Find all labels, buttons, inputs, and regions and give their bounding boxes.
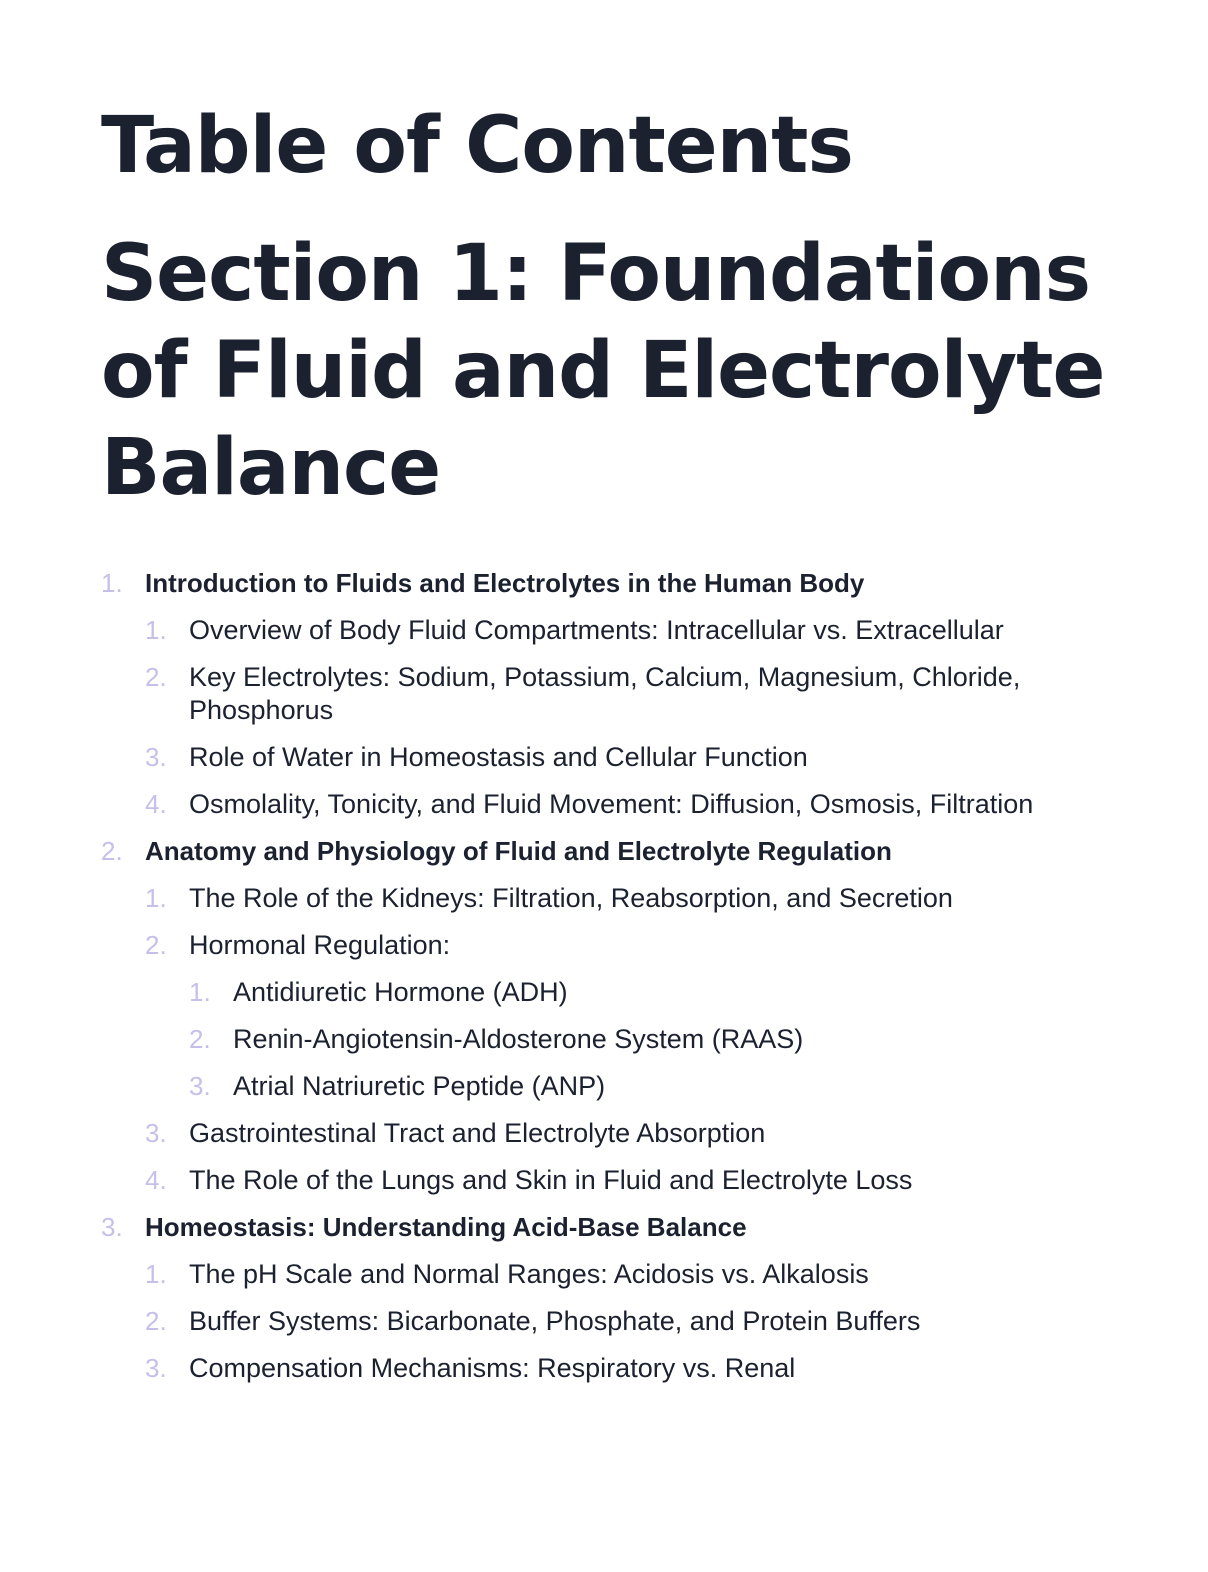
toc-subsubsection[interactable] <box>189 1070 1131 1103</box>
section-title: Section 1: Foundations of Fluid and Electrolyte Balance <box>101 229 1105 513</box>
toc-subsubsection[interactable] <box>189 976 1131 1009</box>
subsection-title[interactable]: Role of Water in Homeostasis and Cellular Function <box>189 742 808 772</box>
subsubsection-number: 3. <box>189 1071 211 1101</box>
subsection-number: 3. <box>145 742 167 772</box>
chapter-title[interactable]: Anatomy and Physiology of Fluid and Electrolyte Regulation <box>145 836 892 866</box>
subsection-title[interactable]: Gastrointestinal Tract and Electrolyte Absorption <box>189 1118 766 1148</box>
subsection-number: 2. <box>145 930 167 960</box>
toc-subsection[interactable] <box>145 1117 1131 1150</box>
subsection-number: 4. <box>145 789 167 819</box>
subsection-number: 4. <box>145 1165 167 1195</box>
subsection-number: 1. <box>145 883 167 913</box>
subsection-children <box>189 976 1131 1103</box>
chapter-number: 3. <box>101 1212 123 1242</box>
toc-subsection[interactable] <box>145 661 1131 727</box>
toc-subsection[interactable] <box>145 1305 1131 1338</box>
subsubsection-title[interactable]: Atrial Natriuretic Peptide (ANP) <box>233 1071 606 1101</box>
subsection-title[interactable]: The Role of the Lungs and Skin in Fluid and Electrolyte Loss <box>189 1165 913 1195</box>
toc-subsubsection[interactable] <box>189 1023 1131 1056</box>
chapter-subsections <box>145 882 1131 1197</box>
subsubsection-title[interactable]: Antidiuretic Hormone (ADH) <box>233 977 568 1007</box>
toc-subsection[interactable] <box>145 1258 1131 1291</box>
subsection-title[interactable]: Overview of Body Fluid Compartments: Intracellular vs. Extracellular <box>189 615 1004 645</box>
subsubsection-number: 1. <box>189 977 211 1007</box>
subsection-title[interactable]: Buffer Systems: Bicarbonate, Phosphate, and Protein Buffers <box>189 1306 921 1336</box>
chapter-title[interactable]: Introduction to Fluids and Electrolytes in the Human Body <box>145 568 865 598</box>
chapter-number: 1. <box>101 568 123 598</box>
subsubsection-title[interactable]: Renin-Angiotensin-Aldosterone System (RAAS) <box>233 1024 804 1054</box>
toc-chapter[interactable] <box>101 835 1131 1197</box>
subsubsection-number: 2. <box>189 1024 211 1054</box>
subsection-number: 3. <box>145 1118 167 1148</box>
subsection-number: 3. <box>145 1353 167 1383</box>
toc-chapter[interactable] <box>101 567 1131 821</box>
chapter-title[interactable]: Homeostasis: Understanding Acid-Base Balance <box>145 1212 747 1242</box>
subsection-title[interactable]: Key Electrolytes: Sodium, Potassium, Calcium, Magnesium, Chloride, Phosphorus <box>189 662 1021 725</box>
toc-subsection[interactable] <box>145 929 1131 1103</box>
toc-subsection[interactable] <box>145 614 1131 647</box>
subsection-number: 2. <box>145 662 167 692</box>
toc-subsection[interactable] <box>145 741 1131 774</box>
toc-chapter[interactable] <box>101 1211 1131 1385</box>
subsection-number: 1. <box>145 615 167 645</box>
chapter-number: 2. <box>101 836 123 866</box>
subsection-title[interactable]: The Role of the Kidneys: Filtration, Reabsorption, and Secretion <box>189 883 953 913</box>
toc-subsection[interactable] <box>145 882 1131 915</box>
subsection-title[interactable]: Hormonal Regulation: <box>189 930 451 960</box>
toc-subsection[interactable] <box>145 1352 1131 1385</box>
toc-outline <box>101 567 1131 1385</box>
toc-page <box>101 96 1131 1385</box>
toc-subsection[interactable] <box>145 788 1131 821</box>
chapter-subsections <box>145 614 1131 821</box>
toc-heading: Table of Contents <box>101 101 853 191</box>
toc-subsection[interactable] <box>145 1164 1131 1197</box>
subsection-number: 1. <box>145 1259 167 1289</box>
subsection-title[interactable]: Compensation Mechanisms: Respiratory vs. Renal <box>189 1353 796 1383</box>
subsection-number: 2. <box>145 1306 167 1336</box>
subsection-title[interactable]: The pH Scale and Normal Ranges: Acidosis vs. Alkalosis <box>189 1259 869 1289</box>
chapter-subsections <box>145 1258 1131 1385</box>
subsection-title[interactable]: Osmolality, Tonicity, and Fluid Movement: Diffusion, Osmosis, Filtration <box>189 789 1034 819</box>
